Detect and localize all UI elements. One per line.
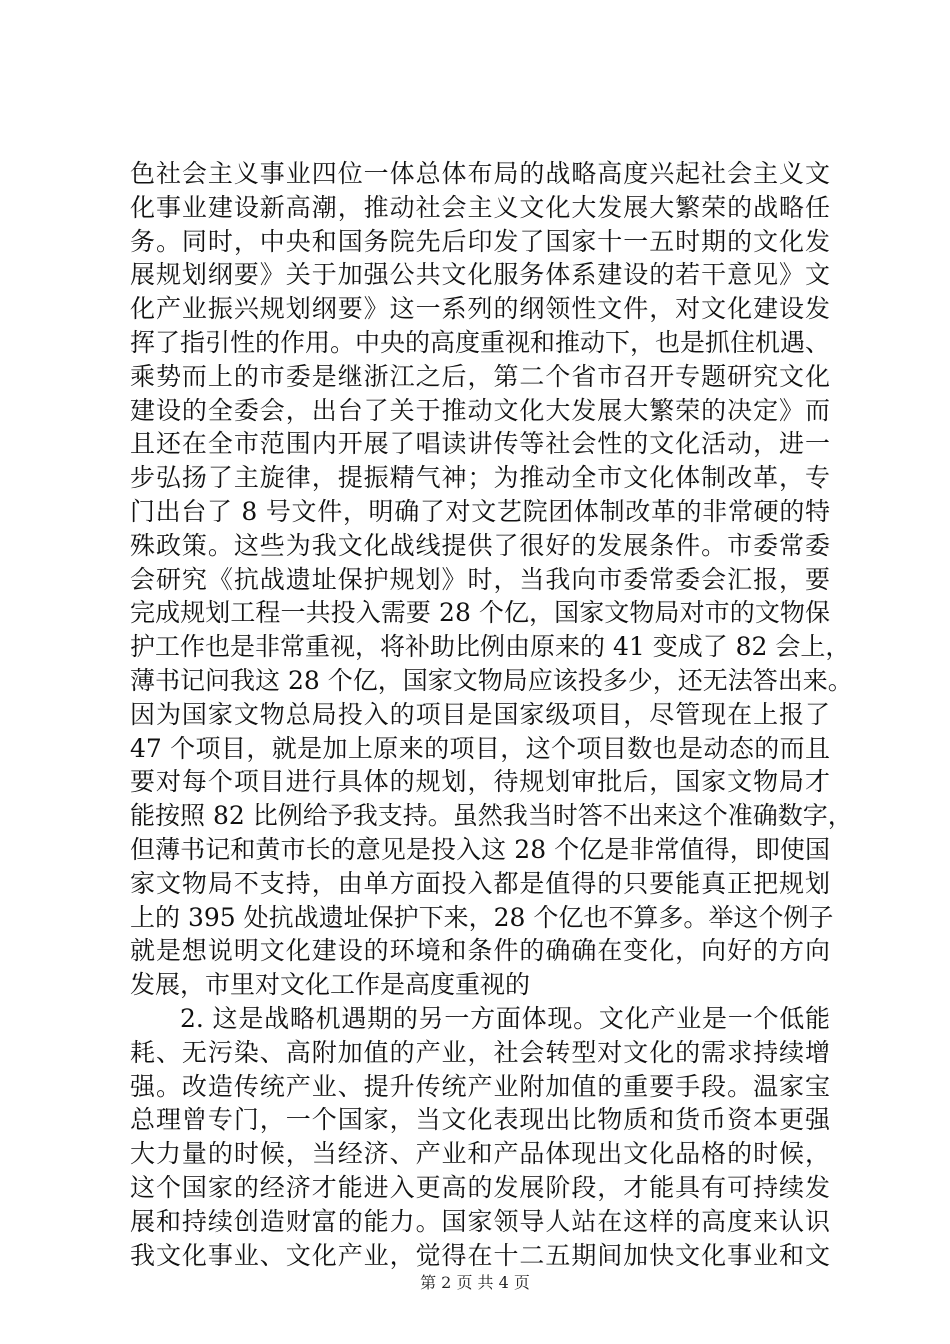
text-line: 步弘扬了主旋律，提振精气神；为推动全市文化体制改革，专: [130, 463, 830, 493]
text-line: 上的 395 处抗战遗址保护下来，28 个亿也不算多。举这个例子: [130, 902, 834, 932]
text-line: 总理曾专门，一个国家，当文化表现出比物质和货币资本更强: [130, 1105, 830, 1135]
text-line: 化产业振兴规划纲要》这一系列的纲领性文件，对文化建设发: [130, 294, 830, 324]
text-line: 能按照 82 比例给予我支持。虽然我当时答不出来这个准确数字，: [130, 801, 853, 831]
text-line: 建设的全委会，出台了关于推动文化大发展大繁荣的决定》而: [130, 395, 830, 425]
text-line: 但薄书记和黄市长的意见是投入这 28 个亿是非常值得，即使国: [130, 834, 830, 864]
text-line: 因为国家文物总局投入的项目是国家级项目，尽管现在上报了: [130, 699, 830, 729]
paragraph-start-line: 2. 这是战略机遇期的另一方面体现。文化产业是一个低能: [180, 1003, 830, 1033]
text-line: 殊政策。这些为我文化战线提供了很好的发展条件。市委常委: [130, 530, 830, 560]
text-line: 家文物局不支持，由单方面投入都是值得的只要能真正把规划: [130, 868, 830, 898]
text-line: 化事业建设新高潮，推动社会主义文化大发展大繁荣的战略任: [130, 192, 830, 222]
text-line: 乘势而上的市委是继浙江之后，第二个省市召开专题研究文化: [130, 361, 830, 391]
text-line: 我文化事业、文化产业，觉得在十二五期间加快文化事业和文: [130, 1240, 830, 1270]
text-line: 展和持续创造财富的能力。国家领导人站在这样的高度来认识: [130, 1206, 830, 1236]
document-body: [130, 157, 853, 1272]
text-line: 这个国家的经济才能进入更高的发展阶段，才能具有可持续发: [130, 1172, 830, 1202]
text-line: 完成规划工程一共投入需要 28 个亿，国家文物局对市的文物保: [130, 598, 830, 628]
paragraph-end-line: 发展，市里对文化工作是高度重视的: [130, 970, 531, 1000]
text-line: 且还在全市范围内开展了唱读讲传等社会性的文化活动，进一: [130, 429, 830, 459]
text-line: 要对每个项目进行具体的规划，待规划审批后，国家文物局才: [130, 767, 830, 797]
text-line: 薄书记问我这 28 个亿，国家文物局应该投多少，还无法答出来。: [130, 665, 853, 695]
text-line: 47 个项目，就是加上原来的项目，这个项目数也是动态的而且: [130, 733, 830, 763]
text-line: 务。同时，中央和国务院先后印发了国家十一五时期的文化发: [130, 226, 830, 256]
text-line: 护工作也是非常重视，将补助比例由原来的 41 变成了 82 会上，: [130, 632, 851, 662]
text-line: 耗、无污染、高附加值的产业，社会转型对文化的需求持续增: [130, 1037, 830, 1067]
text-line: 色社会主义事业四位一体总体布局的战略高度兴起社会主义文: [130, 159, 830, 188]
text-line: 展规划纲要》关于加强公共文化服务体系建设的若干意见》文: [130, 260, 830, 290]
text-line: 强。改造传统产业、提升传统产业附加值的重要手段。温家宝: [130, 1071, 830, 1101]
text-line: 挥了指引性的作用。中央的高度重视和推动下，也是抓住机遇、: [130, 327, 831, 357]
text-line: 会研究《抗战遗址保护规划》时，当我向市委常委会汇报，要: [130, 564, 830, 594]
page-number-footer: 第 2 页 共 4 页: [420, 1273, 530, 1292]
text-line: 门出台了 8 号文件，明确了对文艺院团体制改革的非常硬的特: [130, 496, 830, 526]
text-line: 大力量的时候，当经济、产业和产品体现出文化品格的时候，: [130, 1139, 830, 1169]
text-line: 就是想说明文化建设的环境和条件的确确在变化，向好的方向: [130, 936, 830, 966]
